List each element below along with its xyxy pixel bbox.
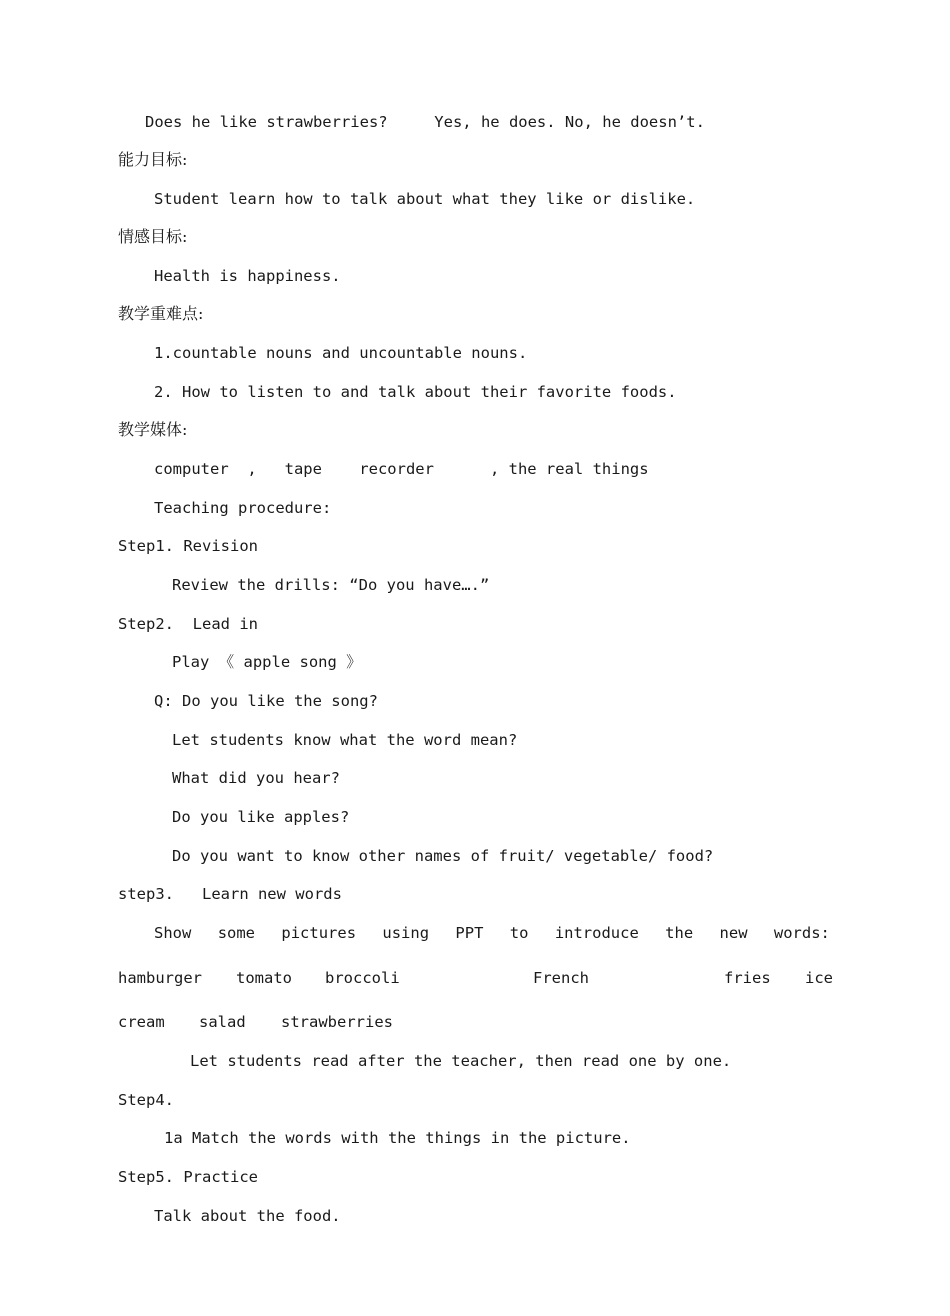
vocab-word: cream <box>118 1013 165 1031</box>
key-point-2: 2. How to listen to and talk about their favorite foods. <box>154 383 677 401</box>
vocab-word: ice <box>805 969 833 987</box>
step4-heading: Step4. <box>118 1091 174 1109</box>
ability-goal-heading: 能力目标: <box>118 150 188 169</box>
step2-item-1: Let students know what the word mean? <box>172 731 518 749</box>
emotion-goal-text: Health is happiness. <box>154 267 341 285</box>
emotion-goal-heading: 情感目标: <box>118 227 188 246</box>
word: to <box>509 924 529 942</box>
word: pictures <box>281 924 357 942</box>
key-point-1: 1.countable nouns and uncountable nouns. <box>154 344 528 362</box>
vocab-word: strawberries <box>281 1013 393 1031</box>
step3-intro-row <box>154 923 830 943</box>
word: Show <box>154 924 192 942</box>
word: words: <box>773 924 830 942</box>
step2-question: Q: Do you like the song? <box>154 692 378 710</box>
key-points-heading: 教学重难点: <box>118 304 204 323</box>
vocab-word: French <box>533 969 589 987</box>
media-heading: 教学媒体: <box>118 420 188 439</box>
media-items: computer , tape recorder , the real things <box>154 460 649 478</box>
example-question-line: Does he like strawberries? Yes, he does. No, he doesn’t. <box>145 113 705 131</box>
step4-text: 1a Match the words with the things in the picture. <box>164 1129 631 1147</box>
word: the <box>665 924 694 942</box>
ability-goal-text: Student learn how to talk about what they like or dislike. <box>154 190 696 208</box>
step2-item-3: Do you like apples? <box>172 808 350 826</box>
word: some <box>217 924 256 942</box>
word: new <box>719 924 748 942</box>
step2-play: Play 《 apple song 》 <box>172 653 362 671</box>
step2-heading: Step2. Lead in <box>118 615 258 633</box>
vocab-word: broccoli <box>325 969 400 987</box>
teaching-procedure-label: Teaching procedure: <box>154 499 332 517</box>
step3-heading: step3. Learn new words <box>118 885 342 903</box>
vocab-word: tomato <box>236 969 292 987</box>
word: using <box>382 924 430 942</box>
vocab-word: hamburger <box>118 969 202 987</box>
step3-read-instruction: Let students read after the teacher, then read one by one. <box>190 1052 732 1070</box>
step1-heading: Step1. Revision <box>118 537 258 555</box>
step1-text: Review the drills: “Do you have….” <box>172 576 490 594</box>
word: PPT <box>455 924 484 942</box>
step5-text: Talk about the food. <box>154 1207 341 1225</box>
step2-item-2: What did you hear? <box>172 769 340 787</box>
vocab-word: fries <box>724 969 771 987</box>
word: introduce <box>554 924 639 942</box>
vocab-word: salad <box>199 1013 246 1031</box>
step5-heading: Step5. Practice <box>118 1168 258 1186</box>
step2-item-4: Do you want to know other names of fruit/ vegetable/ food? <box>172 847 714 865</box>
